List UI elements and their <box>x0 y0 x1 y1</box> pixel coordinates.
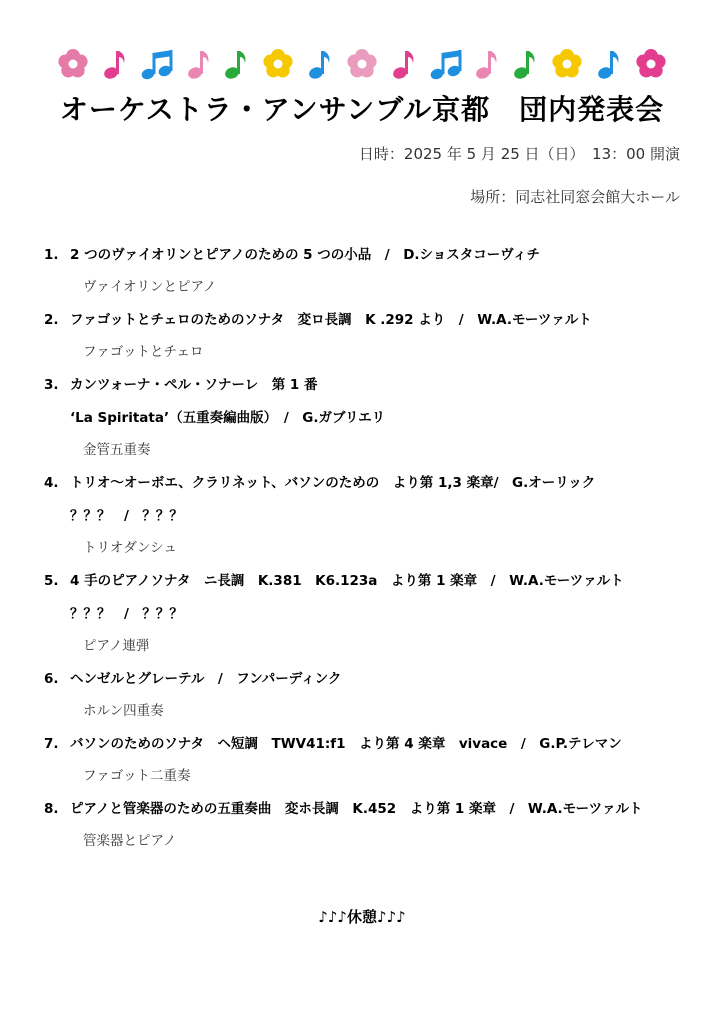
page-title: オーケストラ・アンサンブル京都 団内発表会 <box>59 93 665 126</box>
program-title: バソンのためのソナタ ヘ短調 TWV41:f1 より第 4 楽章 vivace / G.P.テレマン <box>70 736 622 752</box>
program-title-continued: ？？？ / ？？？ <box>70 606 183 622</box>
program-number: 1. <box>44 247 59 263</box>
event-venue: 場所：同志社同窓会館大ホール <box>470 188 680 206</box>
program-item <box>44 374 694 462</box>
program-item <box>44 244 694 299</box>
program-instruments: ファゴット二重奏 <box>83 768 191 784</box>
flower-icon <box>550 47 584 81</box>
program-number: 5. <box>44 573 59 589</box>
flower-icon <box>56 47 90 81</box>
program-instruments: 金管五重奏 <box>83 442 151 458</box>
music-note-icon <box>307 47 333 81</box>
beamed-notes-icon <box>429 47 463 81</box>
program-title: ファゴットとチェロのためのソナタ 変ロ長調 K .292 より / W.A.モーツァルト <box>70 312 592 328</box>
program-number: 8. <box>44 801 59 817</box>
program-title: ヘンゼルとグレーテル / フンパーディンク <box>70 671 342 687</box>
program-item <box>44 798 694 853</box>
beamed-notes-icon <box>140 47 174 81</box>
flower-icon <box>634 47 668 81</box>
program-number: 4. <box>44 475 59 491</box>
program-list <box>44 244 694 863</box>
program-item <box>44 570 694 658</box>
music-note-icon <box>474 47 500 81</box>
program-title-continued: ？？？ / ？？？ <box>70 508 183 524</box>
intermission-note: ♪♪♪休憩♪♪♪ <box>318 908 406 926</box>
program-instruments: トリオダンシュ <box>83 540 177 556</box>
program-item <box>44 733 694 788</box>
program-item <box>44 668 694 723</box>
program-title: 4 手のピアノソナタ ニ長調 K.381 K6.123a より第 1 楽章 / W.A.モーツァルト <box>70 573 624 589</box>
program-instruments: 管楽器とピアノ <box>83 833 177 849</box>
music-note-icon <box>391 47 417 81</box>
decoration-row <box>56 44 668 84</box>
program-instruments: ホルン四重奏 <box>83 703 164 719</box>
music-note-icon <box>512 47 538 81</box>
music-note-icon <box>102 47 128 81</box>
program-item <box>44 472 694 560</box>
program-number: 7. <box>44 736 59 752</box>
program-number: 3. <box>44 377 59 393</box>
music-note-icon <box>596 47 622 81</box>
program-title: ピアノと管楽器のための五重奏曲 変ホ長調 K.452 より第 1 楽章 / W.A.モーツァルト <box>70 801 643 817</box>
program-title: 2 つのヴァイオリンとピアノのための 5 つの小品 / D.ショスタコーヴィチ <box>70 247 540 263</box>
program-number: 2. <box>44 312 59 328</box>
program-title-continued: ‘La Spiritata’（五重奏編曲版） / G.ガブリエリ <box>70 410 386 426</box>
program-title: カンツォーナ・ペル・ソナーレ 第 1 番 <box>70 377 318 393</box>
program-instruments: ピアノ連弾 <box>83 638 150 654</box>
music-note-icon <box>223 47 249 81</box>
program-item <box>44 309 694 364</box>
flower-icon <box>345 47 379 81</box>
program-number: 6. <box>44 671 59 687</box>
flower-icon <box>261 47 295 81</box>
program-title: トリオ〜オーボエ、クラリネット、バソンのための より第 1,3 楽章/ G.オーリック <box>70 475 596 491</box>
program-instruments: ファゴットとチェロ <box>83 344 204 360</box>
music-note-icon <box>186 47 212 81</box>
program-instruments: ヴァイオリンとピアノ <box>83 279 217 295</box>
event-datetime: 日時：2025 年 5 月 25 日（日） 13：00 開演 <box>358 145 680 163</box>
